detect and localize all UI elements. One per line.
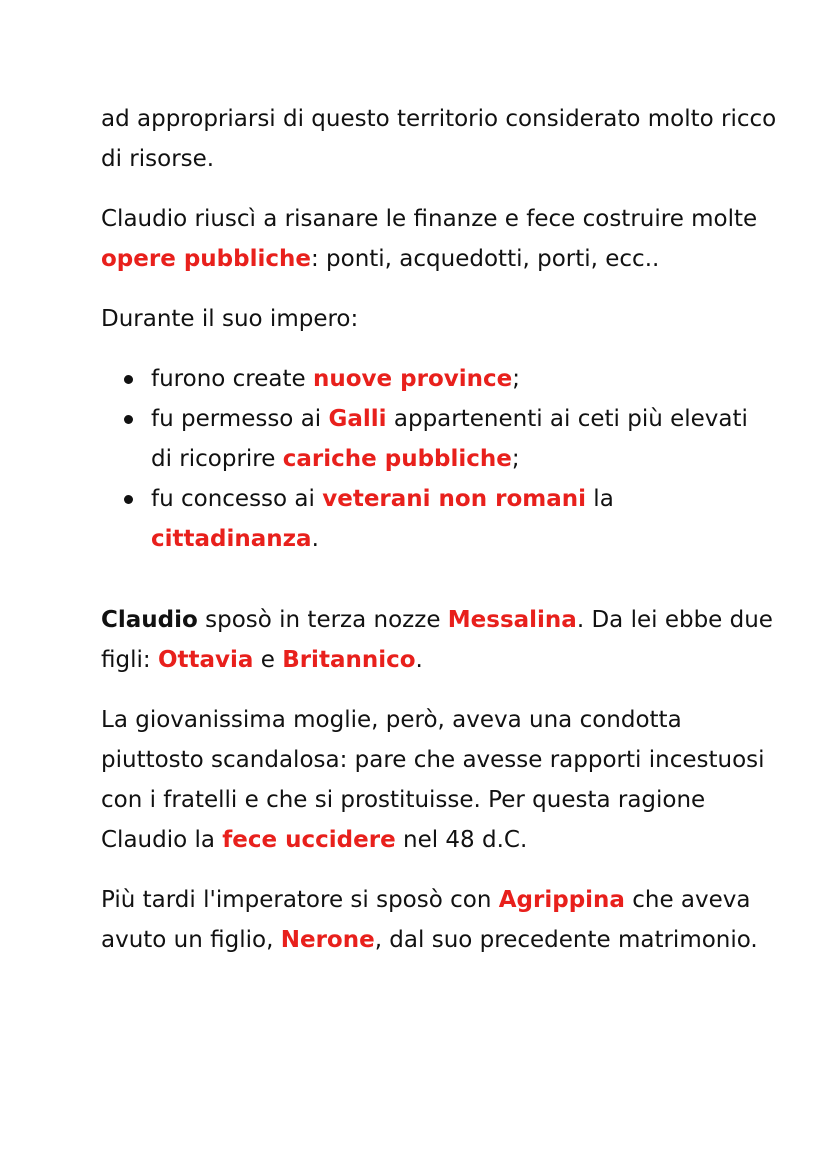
paragraph-text: Più tardi l'imperatore si sposò con [101, 887, 499, 913]
list-item-text: appartenenti ai ceti più elevati di ricoprire [151, 406, 748, 472]
highlight-opere-pubbliche: opere pubbliche [101, 246, 311, 272]
paragraph-messalina [101, 600, 781, 680]
paragraph-condotta [101, 700, 781, 860]
highlight-veterani: veterani non romani [322, 486, 586, 512]
list-item-text: ; [511, 446, 520, 472]
paragraph-finances [101, 199, 781, 279]
paragraph-text: . Da lei ebbe due figli: [101, 607, 773, 673]
paragraph-durante [101, 299, 781, 339]
bullet-dot-icon [124, 415, 133, 424]
paragraph-text: Durante il suo impero: [101, 306, 359, 332]
list-item [124, 479, 764, 559]
paragraph-text: sposò in terza nozze [197, 607, 448, 633]
list-item-text: la [586, 486, 614, 512]
paragraph-text: Claudio riuscì a risanare le finanze e fece costruire molte [101, 206, 758, 232]
paragraph-text: La giovanissima moglie, però, aveva una condotta piuttosto scandalosa: pare che avesse rapporti incestuosi con i fratelli e che si prostituisse. Per questa ragione Claudio la [101, 707, 765, 853]
list-item [124, 359, 764, 399]
paragraph-text: che aveva avuto un figlio, [101, 887, 751, 953]
bold-claudio: Claudio [101, 607, 198, 633]
highlight-cittadinanza: cittadinanza [151, 526, 312, 552]
paragraph-text: : ponti, acquedotti, porti, ecc.. [310, 246, 660, 272]
bullet-list [124, 359, 764, 559]
list-item-text: furono create [151, 366, 313, 392]
paragraph-text: e [253, 647, 283, 673]
highlight-nuove-province: nuove province [312, 366, 513, 392]
highlight-agrippina: Agrippina [498, 887, 625, 913]
paragraph-text: , dal suo precedente matrimonio. [374, 927, 758, 953]
paragraph-agrippina [101, 880, 781, 960]
paragraph-territory [101, 99, 781, 179]
highlight-cariche-pubbliche: cariche pubbliche [282, 446, 512, 472]
bullet-dot-icon [124, 495, 133, 504]
list-item-text: fu concesso ai [151, 486, 323, 512]
bullet-dot-icon [124, 375, 133, 384]
paragraph-text: ad appropriarsi di questo territorio considerato molto ricco di risorse. [101, 106, 777, 172]
highlight-messalina: Messalina [447, 607, 577, 633]
list-item-text: ; [512, 366, 520, 392]
highlight-britannico: Britannico [282, 647, 416, 673]
list-item [124, 399, 764, 479]
list-item-text: . [311, 526, 319, 552]
list-item-text: fu permesso ai [151, 406, 329, 432]
highlight-galli: Galli [328, 406, 387, 432]
highlight-ottavia: Ottavia [157, 647, 254, 673]
highlight-fece-uccidere: fece uccidere [222, 827, 396, 853]
paragraph-text: . [415, 647, 423, 673]
highlight-nerone: Nerone [280, 927, 375, 953]
paragraph-text: nel 48 d.C. [395, 827, 528, 853]
